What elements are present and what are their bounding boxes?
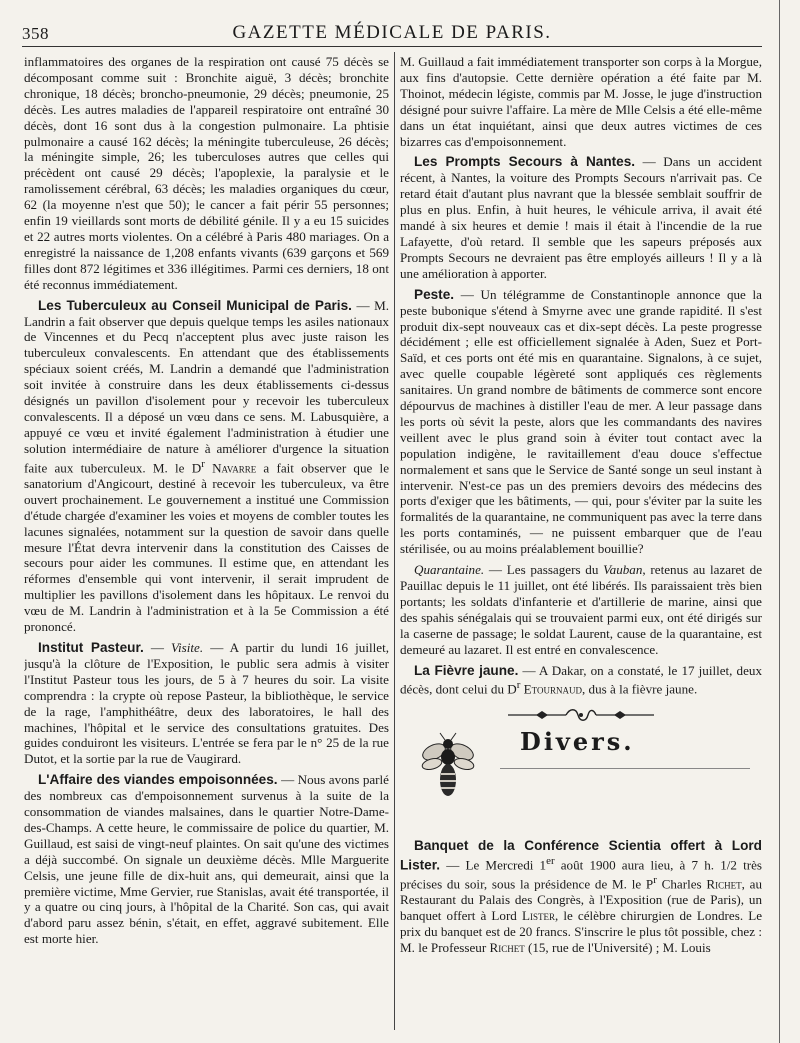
pasteur-article: Institut Pasteur. — Visite. — A partir du lundi 16 juillet, jusqu'à la clôture de l'Exposition, le public sera admis à visiter l'Institut Pasteur tous les jours, de 5 à 7 heures du soir. La visite comprendra : la crypte où repose Pasteur, la bibliothèque, le service de la rage, l'amphithéâtre, deux des laboratoires, le hall des machines, l'hôpital et le service des consultations gratuites. Des guides conduiront les visiteurs. L'entrée se fera par le n° 25 de la rue Dutot, et la sortie par la rue de Vaugirard.	[24, 639, 389, 767]
tuberculeux-body-1: — M. Landrin a fait observer que depuis quelque temps les asiles nationaux de Vincennes et du Pecq n'acceptent plus avec juste raison les tuberculeux convalescents. En attendant que des établissements spéciaux soient créés, M. Landrin a demandé que l'administration soit invitée à construire dans les deux établissements ci-dessus désignés un pavillon d'isolement pour y recevoir les tuberculeux convalescents. Il a déposé un vœu dans ce sens. M. Labusquière, a appuyé ce vœu et invité également l'administration à étudier une solution intermédiaire de nature à améliorer d'urgence la situation faite aux tuberculeux. M. le D	[24, 297, 389, 476]
quarantaine-paragraph	[400, 562, 762, 657]
peste-heading: Peste.	[414, 286, 455, 302]
viandes-article	[24, 772, 389, 947]
dr-superscript: r	[516, 679, 521, 692]
banquet-body-6: (15, rue de l'Université) ; M. Louis	[524, 939, 711, 955]
tuberculeux-body-2: a fait observer que le sanatorium d'Angicourt, destiné à recevoir les tuberculeux, va être ouvert prochainement. Le gouvernement a institué une Commission d'étude chargée d'examiner les voies et moyens de combler toutes les lacunes signalées, notamment sur la question de savoir dans quelle mesure l'État devra intervenir dans la constitution des Caisses de secours pour aider les communes. Il estime que, en attendant les réformes d'ensemble qui vont intervenir, il serait imprudent de multiplier les pavillons d'isolement dans les hôpitaux. Le renvoi du vœu de M. Landrin à l'administration et à la 5e Commission a été prononcé.	[24, 460, 389, 635]
page-number: 358	[22, 24, 49, 43]
guillaud-paragraph: M. Guillaud a fait immédiatement transporter son corps à la Morgue, aux fins d'autopsie. Cette dernière opération a été faite par M. Thoinot, médecin légiste, commis par M. Josse, le juge d'instruction désigné pour suivre l'affaire. La mère de Mlle Celsis a été elle-même dans un état inquiétant, ainsi que deux autres victimes de ces bizarres cas d'empoisonnement.	[400, 54, 762, 149]
peste-body: — Un télégramme de Constantinople annonce que la peste bubonique s'étend à Smyrne avec une grande rapidité. Il s'est produit dix-sept nouveaux cas et dix-sept décès. La peste progresse décidément ; elle est officiellement signalée à Aden, Suez et Port-Saïd, et ces ports ont été mis en quarantaine. Signalons, à ce sujet, avec quelle coupable légèreté sont appliqués ces règlements sanitaires. Un grand nombre de bâtiments de commerce sont encore dépourvus de machines à distiller l'eau de mer. A leur passage dans les ports où sévit la peste, alors que les commandants des navires veillent avec le plus grand soin à éviter tout contact avec la population indigène, le ravitaillement d'eau douce s'effectue normalement et sans que le Service de Santé songe un seul instant à intervenir. N'est-ce pas un des premiers devoirs des médecins des ports d'exiger que les bâtiments, — qui, pour s'éviter par la suite les formalités de la quarantaine, ne communiquent pas avec la terre dans les ports contaminés, — ne puissent embarquer que de l'eau stérilisée, ou au moins préalablement bouillie?	[400, 286, 762, 557]
fievre-article	[400, 663, 762, 698]
peste-article	[400, 287, 762, 557]
mortality-paragraph: inflammatoires des organes de la respiration ont causé 75 décès se décomposant comme suit : Bronchite aiguë, 3 décès; bronchite chronique, 18 décès; broncho-pneumonie, 29 décès; pneumonie, 25 décès. Les autres maladies de l'appareil respiratoire ont entraîné 30 décès, dont 16 sont dus à la congestion pulmonaire. La phtisie pulmonaire a causé 162 décès; la méningite tuberculeuse, 26 décès; la méningite simple, 26; les tuberculoses autres que celles qui précèdent ont causé 29 décès; l'apoplexie, la paralysie et le ramolissement cérébral, 63 décès; les maladies organiques du cœur, 62 (la moyenne n'est que 50); le cancer a fait périr 55 personnes; enfin 19 vieillards sont morts de débilité génile. Il y a eu 15 suicides et 22 autres morts violentes. On a célébré à Paris 480 mariages. On a enregistré la naissance de 1,208 enfants vivants (639 garçons et 569 filles dont 872 légitimes et 336 illégitimes. Parmi ces derniers, 18 ont été reconnus immédiatement.	[24, 54, 389, 292]
fievre-body-2: , dus à la fièvre jaune.	[581, 681, 698, 697]
quarantaine-body-1: — Les passagers du	[484, 562, 604, 578]
banquet-body-5: , le célèbre chirurgien de Londres. Le prix du banquet est de 20 francs. S'inscrire le plus tôt possible, chez : M. le Professeur	[400, 908, 762, 955]
banquet-body-4: , au Restaurant du Palais des Congrès, à l'Exposition (rue de Paris), un banquet offert à Lord	[400, 876, 762, 924]
right-column	[400, 54, 762, 1028]
page-edge-line	[779, 0, 780, 1043]
navarre-name: Navarre	[212, 460, 257, 476]
divers-title: Divers.	[520, 726, 635, 756]
banquet-body-1: — Le Mercredi 1	[440, 856, 547, 872]
column-divider	[394, 52, 395, 1030]
quarantaine-label: Quarantaine.	[414, 562, 485, 578]
divers-underline	[500, 768, 750, 769]
banquet-body-3: Charles	[656, 876, 707, 892]
banquet-body-2: août 1900 aura lieu, à 7 h. 1/2 très précises du soir, sous la présidence de M. le P	[400, 856, 762, 892]
nantes-heading: Les Prompts Secours à Nantes.	[414, 154, 636, 170]
left-column	[24, 54, 389, 1028]
fievre-heading: La Fièvre jaune.	[414, 662, 519, 678]
pasteur-body: — A partir du lundi 16 juillet, jusqu'à la clôture de l'Exposition, le public sera admis à visiter l'Institut Pasteur tous les jours, de 5 à 7 heures du soir. La visite comprendra : la crypte où repose Pasteur, la bibliothèque, le service de la rage, l'amphithéâtre, deux des laboratoires, le hall des machines, l'hôpital et le service des consultations gratuites. Des guides conduiront les visiteurs. L'entrée se fera par le n° 25 de la rue Dutot, et la sortie par la rue de Vaugirard.	[24, 639, 389, 767]
dr-superscript: r	[201, 457, 205, 470]
tuberculeux-article	[24, 298, 389, 635]
ornamental-divider-icon	[506, 706, 656, 724]
quarantaine-body-2: , retenus au lazaret de Pauillac depuis le 11 juillet, ont été libérés. Ils paraissaient très bien portants; les soldats d'infanterie et d'artillerie de marine, ainsi que des spahis sénégalais qui se trouvaient parmi eux, ont été dirigés sur la caserne de passage; le soldat Laurent, cause de la quarantaine, est demeuré au lazaret. Il est entré en convalescence.	[400, 562, 762, 657]
banquet-article	[400, 838, 762, 956]
lister-name: Lister	[521, 908, 555, 924]
pr-superscript: r	[653, 873, 657, 886]
nantes-article	[400, 154, 762, 281]
richet-name-2: Richet	[489, 939, 525, 955]
pasteur-visite-label: Visite.	[171, 639, 204, 655]
pasteur-heading: Institut Pasteur.	[38, 639, 144, 655]
etournaud-name: Etournaud	[523, 681, 582, 697]
viandes-heading: L'Affaire des viandes empoisonnées.	[38, 772, 278, 788]
tuberculeux-heading: Les Tuberculeux au Conseil Municipal de Paris.	[38, 297, 352, 313]
page-header	[22, 20, 762, 47]
divers-section-header	[400, 728, 762, 820]
richet-name: Richet	[706, 876, 742, 892]
er-superscript: er	[546, 854, 555, 867]
vauban-ship-name: Vauban	[603, 562, 643, 578]
running-title: GAZETTE MÉDICALE DE PARIS.	[232, 22, 552, 43]
viandes-body: — Nous avons parlé des nombreux cas d'empoisonnement survenus à la suite de la consommation de viandes malsaines, dans le quartier Notre-Dame-des-Champs. A cette heure, le commissaire de police du quartier, M. Guillaud, est saisi de vingt-neuf plaintes. On sait qu'une des victimes a déjà succombé. On signale un deuxième décès. Mlle Marguerite Celsis, une jeune fille de dix-huit ans, qui demeurait, ainsi que la première victime, Mme Gervier, rue Stanislas, avait été transportée, il y a quatre ou cinq jours, à l'hôpital de la Charité. Son cas, qui avait d'abord paru assez bénin, s'était, en effet, aggravé subitement. Elle est morte hier.	[24, 772, 389, 947]
nantes-body: — Dans un accident récent, à Nantes, la voiture des Prompts Secours n'arrivait pas. Ce retard était d'autant plus navrant que la blessée semblait souffrir de plus en plus. Enfin, à huit heures, le véhicule arriva, il avait été mandé à six heures et demie ! mais il était à l'incendie de la rue Lafayette, d'où retard. Il semble que les sapeurs préposés aux Prompts Secours ne devraient pas être employés ailleurs ! Il y a là une amélioration à apporter.	[400, 154, 762, 281]
banquet-heading: Banquet de la Conférence Scientia offert à Lord Lister.	[400, 837, 762, 872]
bee-vignette-icon	[420, 732, 476, 804]
fievre-body-1: — A Dakar, on a constaté, le 17 juillet, deux décès, dont celui du D	[400, 662, 762, 697]
